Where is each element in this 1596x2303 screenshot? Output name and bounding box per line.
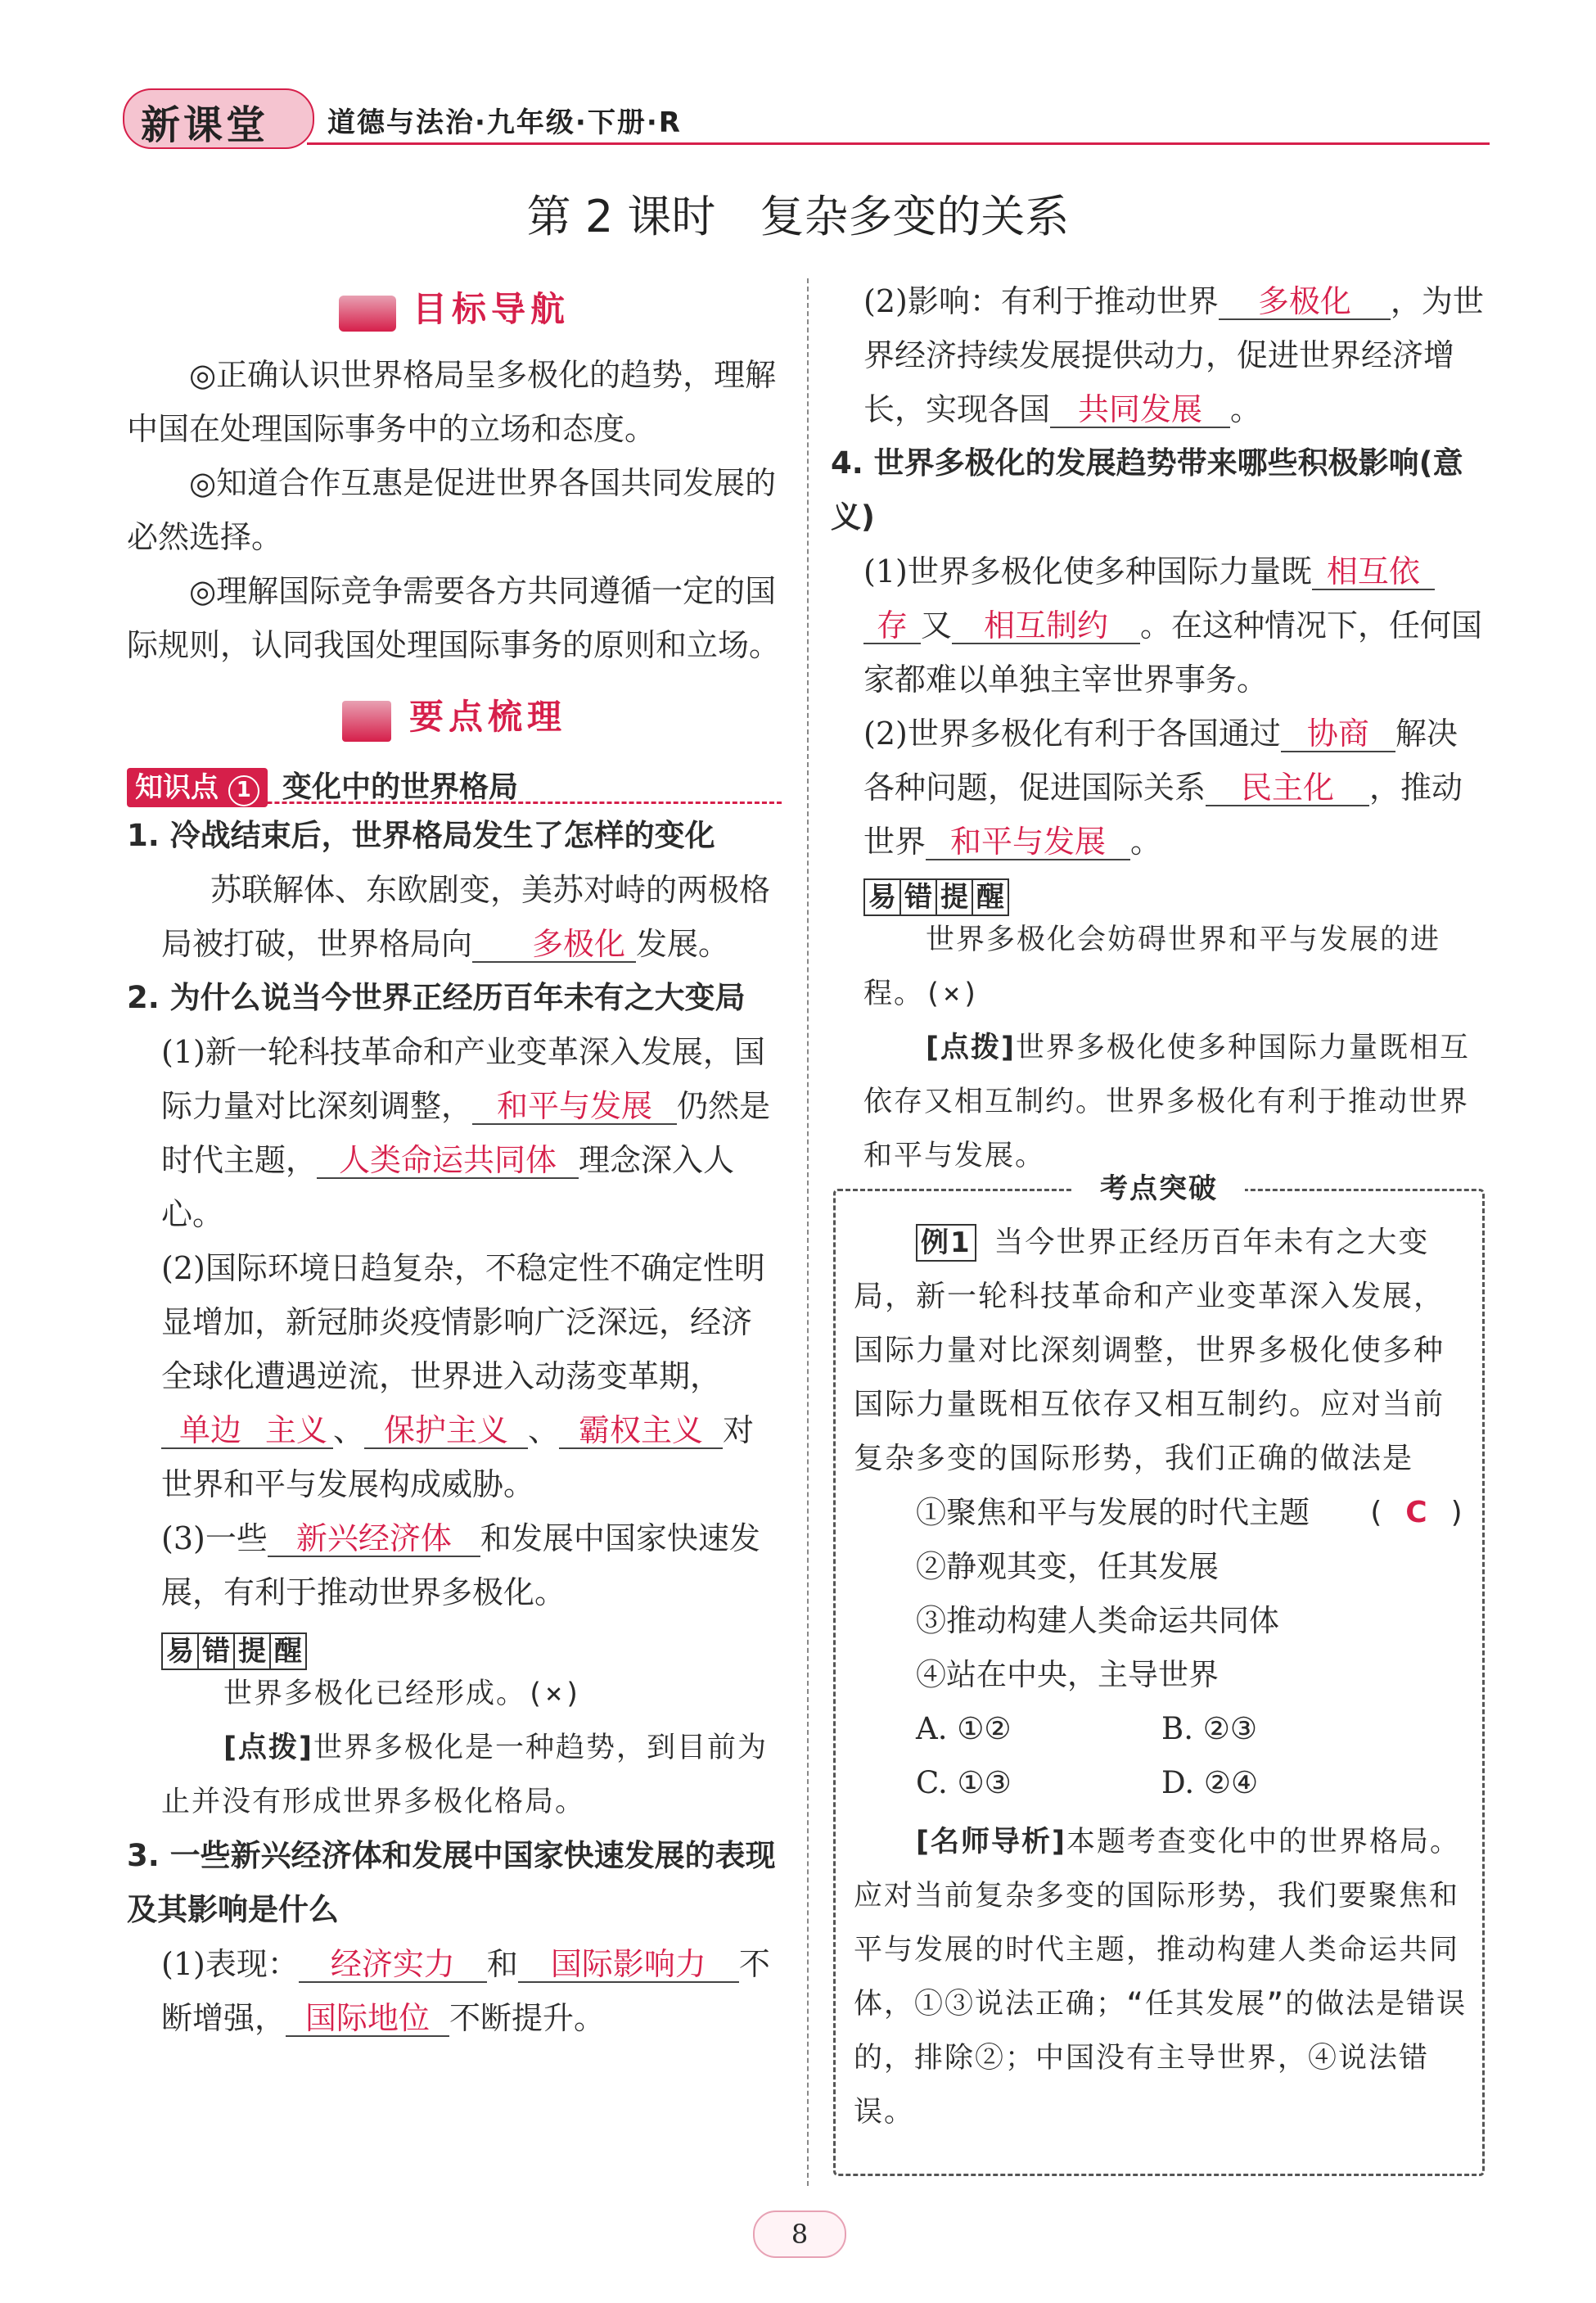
bracket-open: ( (1366, 1496, 1386, 1529)
question-1-answer (127, 863, 782, 971)
answer-blank: 和平与发展 (472, 1091, 677, 1125)
text: 又 (921, 607, 953, 643)
analysis-text: 本题考查变化中的世界格局。应对当前复杂多变的国际形势，我们要聚焦和平与发展的时代主题，推动构建人类命运共同体，①③说法正确；“任其发展”的做法是错误的，排除②；中国没有主导世界，④说法错误。 (854, 1826, 1468, 2129)
text: 。 (1130, 824, 1162, 860)
answer-bracket (1367, 1486, 1468, 1540)
knowledge-badge (127, 768, 268, 807)
column-divider (807, 278, 809, 2186)
page-number: 8 (791, 2219, 809, 2250)
error-hint (863, 1021, 1486, 1183)
answer-blank: 相互制约 (952, 610, 1140, 644)
answer-blank: 国际影响力 (518, 1949, 739, 1983)
text: (1)新一轮科技革命和产业变革深入发展，国际力量对比深刻调整， (161, 1034, 765, 1124)
question-3-part-2 (831, 274, 1486, 436)
example-number: 1 (950, 1226, 972, 1259)
error-hint (161, 1721, 782, 1829)
knowledge-title: 变化中的世界格局 (282, 770, 518, 804)
goals-heading: 目标导航 (413, 289, 570, 329)
question-3-part-1 (127, 1937, 782, 2045)
text: (1)世界多极化使多种国际力量既 (863, 553, 1312, 589)
text: 、 (333, 1412, 365, 1448)
answer-blank: 主义 (259, 1415, 333, 1449)
goal-item: ◎正确认识世界格局呈多极化的趋势，理解中国在处理国际事务中的立场和态度。 (127, 357, 777, 447)
tag-char: 醒 (972, 878, 1009, 916)
answer-blank: 民主化 (1206, 772, 1369, 806)
question-4-part-1 (831, 544, 1486, 707)
answer-blank: 经济实力 (299, 1949, 487, 1983)
choice-c: C. ①③ (916, 1765, 1012, 1800)
answer-blank: 单边 (161, 1415, 259, 1449)
error-statement: 世界多极化已经形成。(×) (223, 1678, 584, 1710)
knowledge-badge-label: 知识点 (135, 771, 219, 804)
answer-blank: 存 (863, 610, 921, 644)
exam-heading-badge (1073, 1168, 1245, 1209)
text: 解决各种问题，促进国际关系 (863, 716, 1458, 806)
goal-item: ◎理解国际竞争需要各方共同遵循一定的国际规则，认同我国处理国际事务的原则和立场。 (127, 573, 781, 663)
tag-char: 提 (936, 878, 973, 916)
question-3-title: 3. 一些新兴经济体和发展中国家快速发展的表现及其影响是什么 (127, 1838, 776, 1927)
logo-text: 新课堂 (141, 102, 269, 148)
option-item: ①聚焦和平与发展的时代主题 (916, 1495, 1310, 1530)
text: 苏联解体、东欧剧变，美苏对峙的两极格局被打破，世界格局向 (161, 872, 771, 962)
option-item: ④站在中央，主导世界 (916, 1657, 1219, 1692)
tag-char: 错 (899, 878, 937, 916)
text: 发展。 (636, 926, 730, 962)
question-2-part-3 (127, 1511, 782, 1619)
text: 仍然是时代主题， (161, 1088, 771, 1178)
text: (2)世界多极化有利于各国通过 (863, 716, 1281, 752)
question-2-part-2 (127, 1241, 782, 1511)
question-text: 当今世界正经历百年未有之大变局，新一轮科技革命和产业变革深入发展，国际力量对比深刻调整，世界多极化使多种国际力量既相互依存又相互制约。应对当前复杂多变的国际形势，我们正确的做法是 (854, 1226, 1445, 1475)
knowledge-point-header (127, 759, 782, 804)
text: (1)表现： (161, 1946, 299, 1982)
answer-blank: 新兴经济体 (268, 1523, 480, 1557)
goal-item: ◎知道合作互惠是促进世界各国共同发展的必然选择。 (127, 465, 777, 555)
answer-blank: 国际地位 (286, 2003, 449, 2037)
question-1-title: 1. 冷战结束后，世界格局发生了怎样的变化 (127, 818, 715, 853)
goals-heading-block (127, 282, 782, 348)
error-reminder-2 (831, 869, 1486, 1183)
tag-char: 提 (233, 1632, 271, 1670)
text: (3)一些 (161, 1520, 268, 1556)
points-heading: 要点梳理 (409, 697, 567, 737)
answer-choice: C (1405, 1496, 1429, 1529)
text: ，为世界经济持续发展提供动力，促进世界经济增长，实现各国 (863, 283, 1484, 427)
hint-label: [点拨] (926, 1032, 1016, 1064)
text: 理念深入人心。 (161, 1142, 735, 1232)
choice-d: D. ②④ (1161, 1765, 1259, 1800)
text: 。在这种情况下，任何国家都难以单独主宰世界事务。 (863, 607, 1483, 698)
text: (2)国际环境日趋复杂，不稳定性不确定性明显增加，新冠肺炎疫情影响广泛深远，经济全球化遭遇逆流，世界进入动荡变革期， (161, 1250, 765, 1394)
question-4-part-2 (831, 707, 1486, 869)
left-column (127, 282, 782, 2045)
page-number-badge (753, 2210, 846, 2258)
answer-blank: 人类命运共同体 (317, 1145, 579, 1179)
choice-grid (854, 1702, 1468, 1810)
hint-label: [点拨] (223, 1732, 313, 1764)
error-reminder-tag (863, 869, 1486, 913)
tag-char: 醒 (269, 1632, 307, 1670)
question-2-part-1 (127, 1025, 782, 1241)
example-label-text: 例 (921, 1226, 950, 1259)
answer-blank: 多极化 (1219, 286, 1391, 320)
bracket-close: ) (1448, 1496, 1468, 1529)
example-label (916, 1224, 976, 1262)
text: ，推动世界 (863, 770, 1463, 860)
text: 不断提升。 (449, 2000, 606, 2036)
answer-blank: 多极化 (472, 928, 636, 963)
option-item: ③推动构建人类命运共同体 (916, 1603, 1279, 1638)
text: 和 (486, 1946, 518, 1982)
header-rule (307, 142, 1490, 145)
exam-box (833, 1172, 1485, 2176)
text: 对世界和平与发展构成威胁。 (161, 1412, 755, 1502)
teacher-analysis (854, 1815, 1468, 2139)
answer-blank: 保护主义 (364, 1415, 528, 1449)
answer-blank: 协商 (1281, 718, 1395, 752)
answer-blank: 霸权主义 (559, 1415, 723, 1449)
question-2-title: 2. 为什么说当今世界正经历百年未有之大变局 (127, 980, 746, 1015)
exam-heading: 考点突破 (1100, 1172, 1218, 1205)
choice-a: A. ①② (916, 1711, 1012, 1746)
series-title: 道德与法治·九年级·下册·R (327, 106, 682, 139)
tag-char: 易 (863, 878, 901, 916)
answer-blank: 相互依 (1312, 556, 1435, 590)
book-stack-icon (342, 701, 391, 742)
knowledge-badge-number: 1 (228, 775, 259, 806)
answer-blank: 共同发展 (1050, 394, 1230, 428)
hint-text: 世界多极化使多种国际力量既相互依存又相互制约。世界多极化有利于推动世界和平与发展。 (863, 1032, 1471, 1172)
books-icon (339, 296, 396, 332)
exam-content (854, 1216, 1468, 2139)
text: 和发展中国家快速发展，有利于推动世界多极化。 (161, 1520, 760, 1610)
hint-text: 世界多极化是一种趋势，到目前为止并没有形成世界多极化格局。 (161, 1732, 769, 1818)
choice-b: B. ②③ (1161, 1711, 1258, 1746)
tag-char: 易 (161, 1632, 199, 1670)
option-item: ②静观其变，任其发展 (916, 1549, 1219, 1584)
answer-blank: 和平与发展 (926, 826, 1130, 860)
text: 。 (1230, 391, 1262, 427)
error-statement: 世界多极化会妨碍世界和平与发展的进程。(×) (863, 923, 1441, 1010)
text: 、 (528, 1412, 560, 1448)
points-heading-block (127, 690, 782, 759)
logo-badge (123, 88, 314, 149)
error-reminder-1 (127, 1623, 782, 1829)
page-title: 第 2 课时 复杂多变的关系 (526, 191, 1070, 242)
header-bar (123, 88, 1490, 151)
question-4-title: 4. 世界多极化的发展趋势带来哪些积极影响(意义) (831, 445, 1463, 535)
text: (2)影响：有利于推动世界 (863, 283, 1219, 319)
right-column (831, 274, 1486, 1183)
error-reminder-tag (161, 1623, 782, 1667)
text: 不断增强， (161, 1946, 770, 2036)
tag-char: 错 (197, 1632, 235, 1670)
analysis-label: [名师导析] (916, 1826, 1066, 1858)
